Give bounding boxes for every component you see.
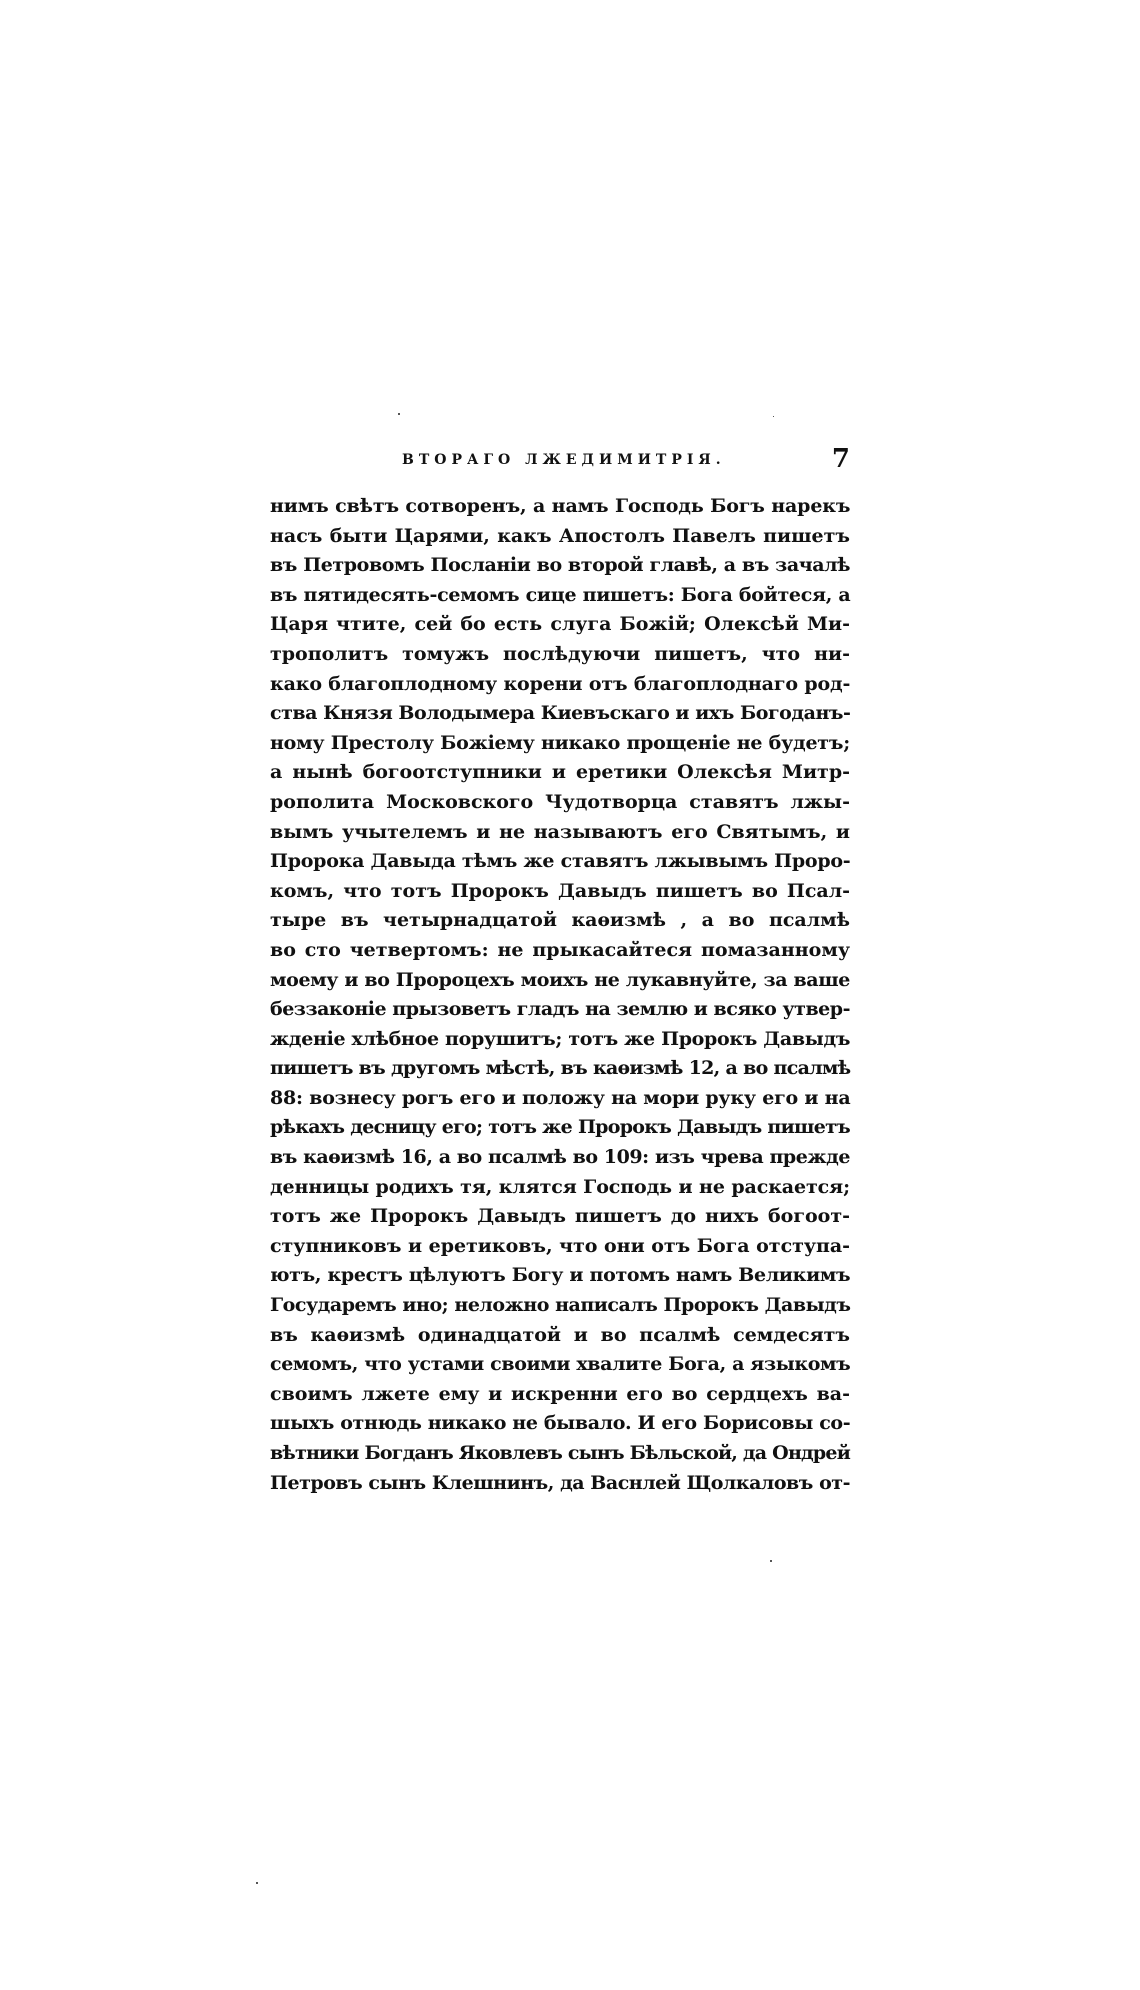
text-line: беззаконіе прызоветъ гладъ на землю и всяко утвер- <box>270 998 851 1021</box>
text-line: ютъ, крестъ цѣлуютъ Богу и потомъ намъ Великимъ <box>270 1264 851 1287</box>
text-line: вымъ учытелемъ и не называютъ его Святымъ, и <box>270 820 850 843</box>
text-line: денницы родихъ тя, клятся Господь и не раскается; <box>270 1175 850 1198</box>
print-speck <box>770 1560 772 1562</box>
text-line: а нынѣ богоотступники и еретики Олексѣя Митр- <box>270 761 850 784</box>
text-line: жденіе хлѣбное порушитъ; тотъ же Пророкъ Давыдъ <box>270 1027 851 1050</box>
text-line: тотъ же Пророкъ Давыдъ пишетъ до нихъ богоот- <box>270 1205 850 1228</box>
text-line: нимъ свѣтъ сотворенъ, а намъ Господь Богъ нарекъ <box>270 495 851 517</box>
text-line: како благоплодному корени отъ благоплоднаго род- <box>270 672 851 695</box>
text-line: трополитъ томужъ послѣдуючи пишетъ, что ни- <box>270 642 850 665</box>
text-line: рѣкахъ десницу его; тотъ же Пророкъ Давыдъ пишетъ <box>270 1116 850 1139</box>
text-line: шыхъ отнюдь никако не бывало. И его Борисовы со- <box>270 1412 851 1435</box>
running-head: ВТОРАГО ЛЖЕДИМИТРІЯ. <box>402 452 726 468</box>
text-line: Петровъ сынъ Клешнинъ, да Васнлей Щолкаловъ от- <box>270 1471 850 1494</box>
text-line: вѣтники Богданъ Яковлевъ сынъ Бѣльской, да Ондрей <box>270 1442 850 1464</box>
print-speck <box>773 416 774 417</box>
text-line: 88: вознесу рогъ его и положу на мори руку его и на <box>270 1086 851 1109</box>
text-line: Государемъ ино; неложно написалъ Пророкъ Давыдъ <box>270 1294 851 1317</box>
page-number: 7 <box>831 444 850 474</box>
text-line: ступниковъ и еретиковъ, что они отъ Бога отступа- <box>270 1234 851 1257</box>
text-line: во сто четвертомъ: не прыкасайтеся помазанному <box>270 938 850 961</box>
text-line: комъ, что тотъ Пророкъ Давыдъ пишетъ во Псал- <box>270 879 850 902</box>
text-line: Царя чтите, сей бо есть слуга Божій; Олексѣй Ми- <box>270 613 850 636</box>
text-line: пишетъ въ другомъ мѣстѣ, въ каѳизмѣ 12, а во псалмѣ <box>270 1057 851 1080</box>
text-line: насъ быти Царями, какъ Апостолъ Павелъ пишетъ <box>270 524 850 547</box>
text-line: въ пятидесять-семомъ сице пишетъ: Бога бойтеся, а <box>270 583 851 606</box>
print-speck <box>398 413 400 415</box>
text-line: семомъ, что устами своими хвалите Бога, а языкомъ <box>270 1353 851 1376</box>
text-line: въ Петровомъ Посланіи во второй главѣ, а въ зачалѣ <box>270 554 851 577</box>
text-line: ства Князя Володымера Киевъскаго и ихъ Богоданъ- <box>270 702 851 725</box>
page-header <box>270 446 850 476</box>
text-line: рополита Московского Чудотворца ставятъ лжы- <box>270 790 850 813</box>
text-line: въ каѳизмѣ 16, а во псалмѣ во 109: изъ чрева прежде <box>270 1146 851 1169</box>
text-line: своимъ лжете ему и искренни его во сердцехъ ва- <box>270 1382 850 1405</box>
text-line: моему и во Пророцехъ моихъ не лукавнуйте, за ваше <box>270 968 850 991</box>
text-line: тыре въ четырнадцатой каѳизмѣ , а во псалмѣ <box>270 909 850 932</box>
body-text <box>270 492 850 1498</box>
text-line: ному Престолу Божіему никако прощеніе не будетъ; <box>270 731 850 754</box>
text-line: въ каѳизмѣ одинадцатой и во псалмѣ семдесятъ <box>270 1323 850 1346</box>
print-speck <box>256 1882 258 1884</box>
text-line: Пророка Давыда тѣмъ же ставятъ лжывымъ Проро- <box>270 850 851 873</box>
